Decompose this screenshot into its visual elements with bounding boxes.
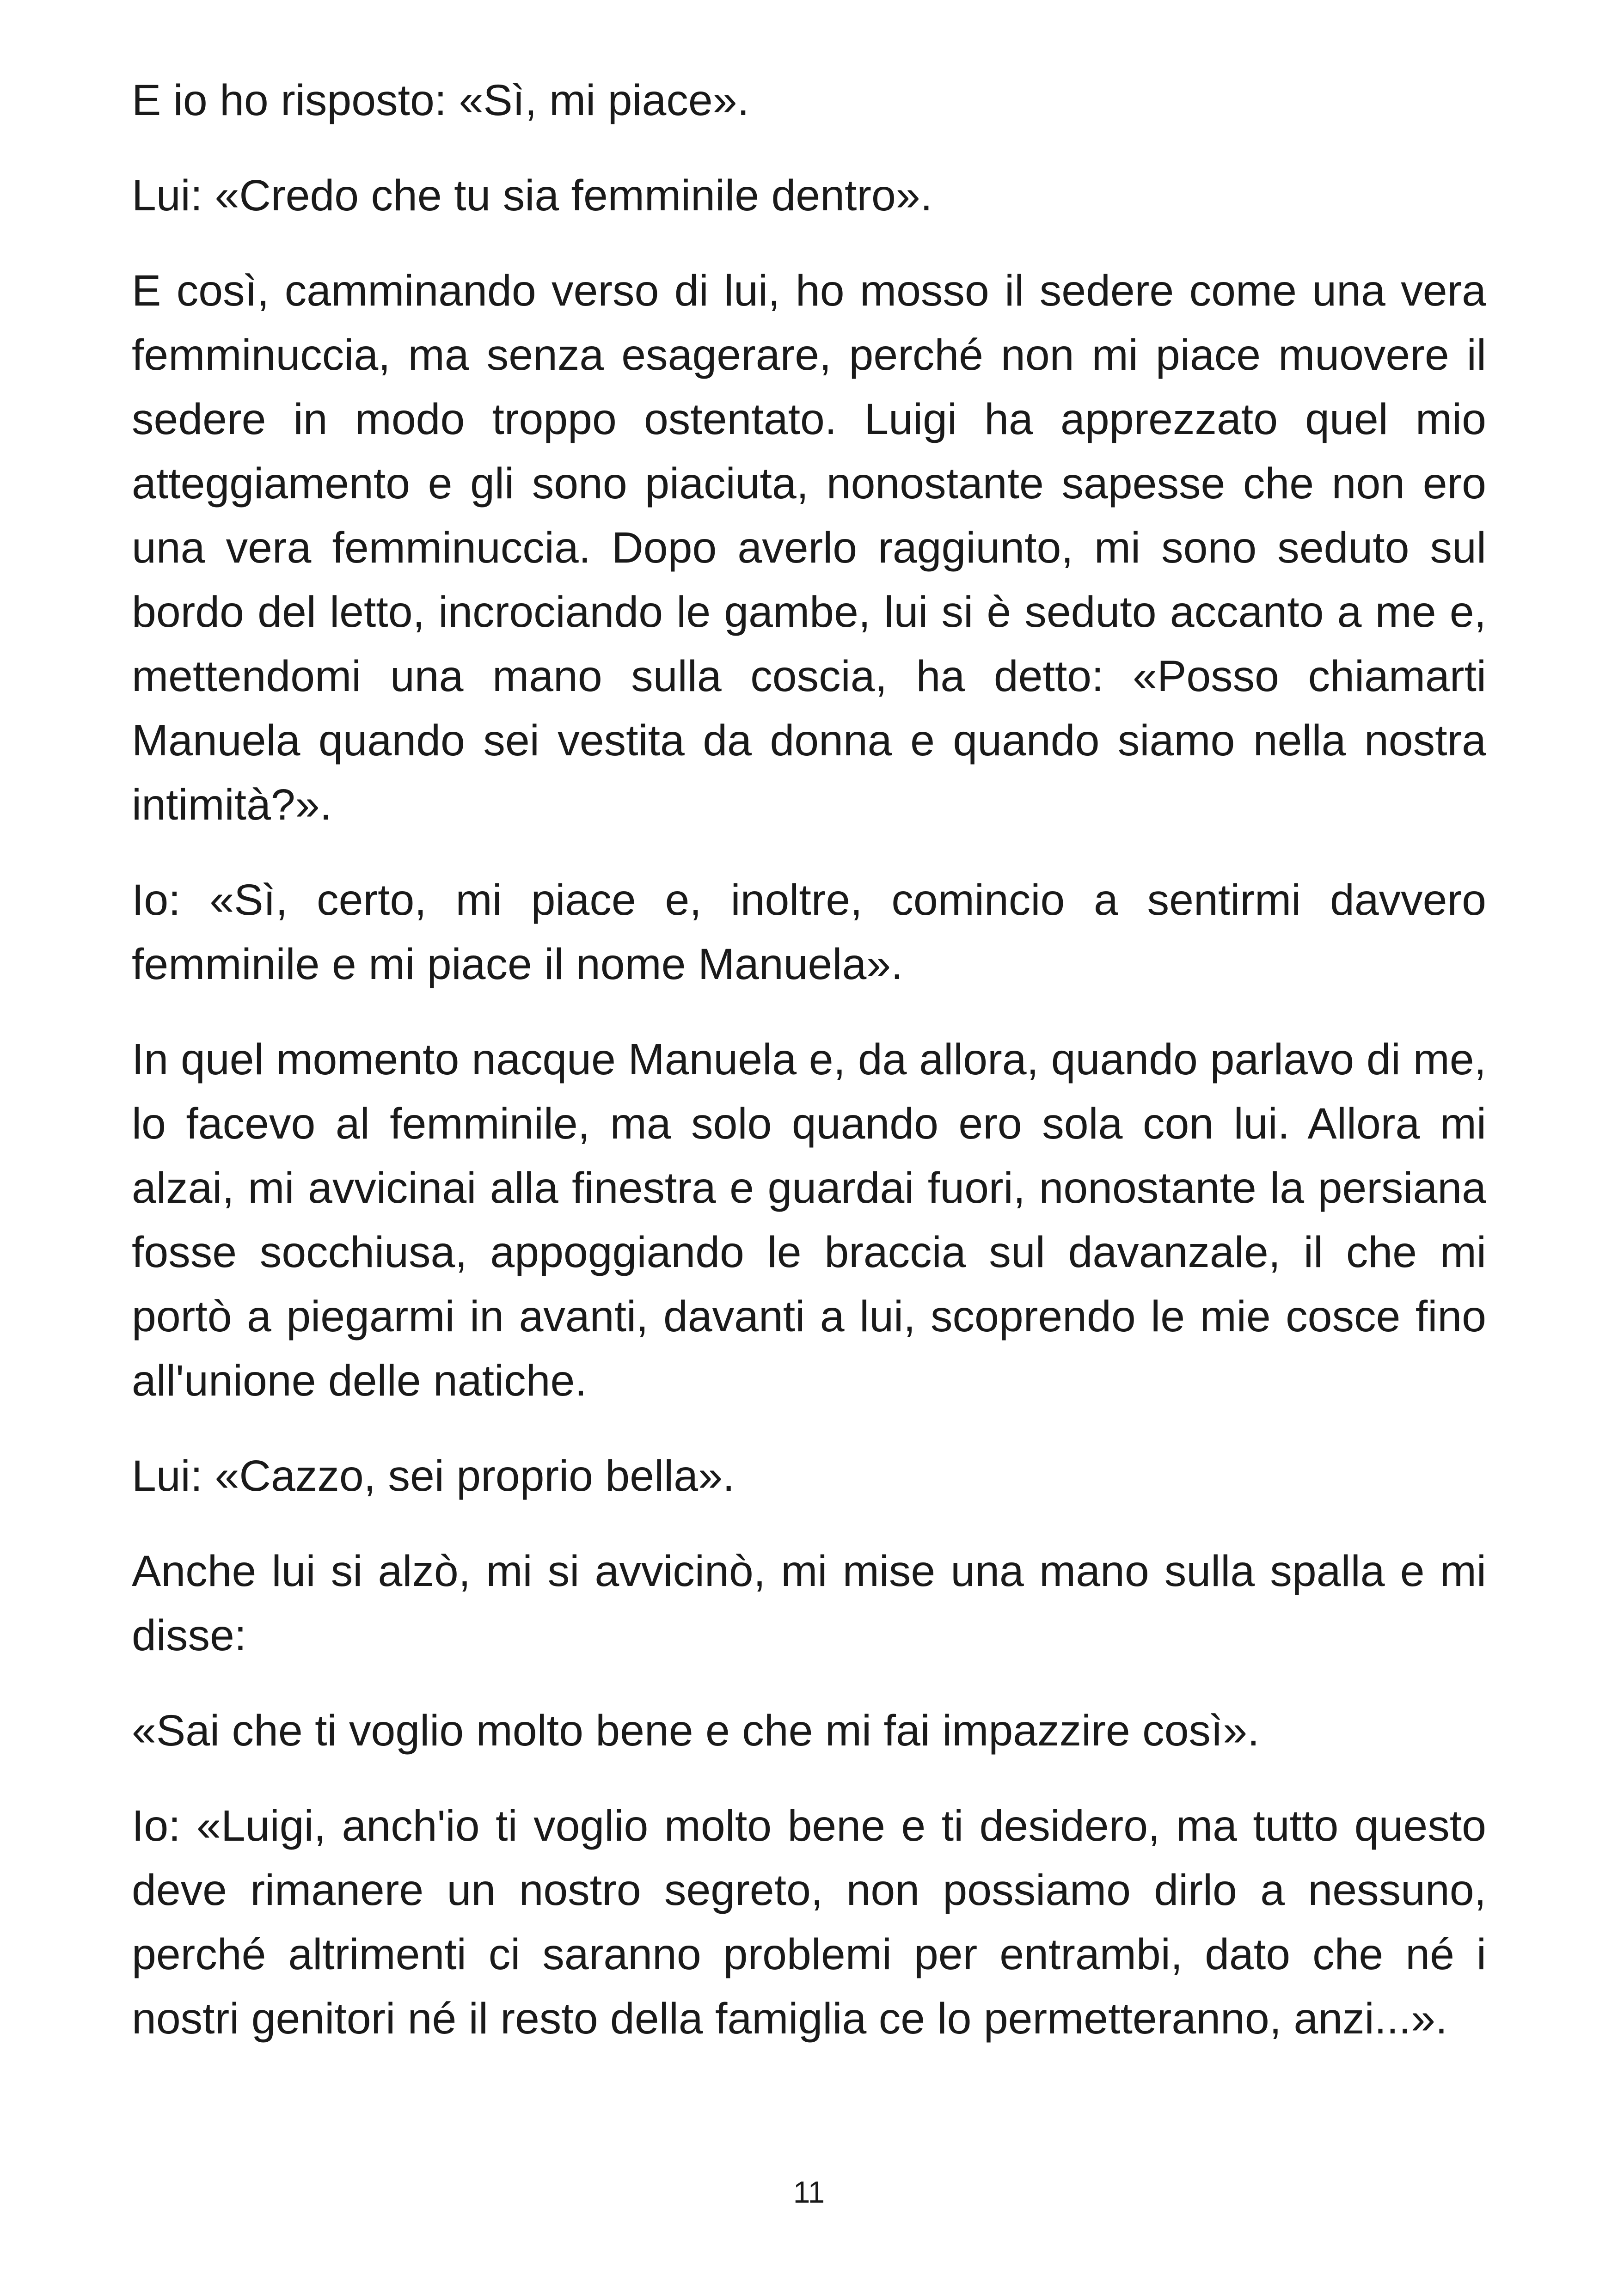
paragraph-3: E così, camminando verso di lui, ho mosso il sedere come una vera femminuccia, ma senza esagerare, perché non mi piace muovere il sedere in modo troppo ostentato. Luigi ha apprezzato quel mio atteggiamento e gli sono piaciuta, nonostante sapesse che non ero una vera femminuccia. Dopo averlo raggiunto, mi sono seduto sul bordo del letto, incrociando le gambe, lui si è seduto accanto a me e, mettendomi una mano sulla coscia, ha detto: «Posso chiamarti Manuela quando sei vestita da donna e quando siamo nella nostra intimità?».: [132, 266, 1486, 829]
body-text: [132, 68, 1486, 2082]
paragraph-6: Lui: «Cazzo, sei proprio bella».: [132, 1451, 735, 1500]
paragraph-7: Anche lui si alzò, mi si avvicinò, mi mise una mano sulla spalla e mi disse:: [132, 1547, 1486, 1660]
paragraph-4: Io: «Sì, certo, mi piace e, inoltre, comincio a sentirmi davvero femminile e mi piace il nome Manuela».: [132, 876, 1486, 989]
page-number: 11: [793, 2175, 825, 2209]
paragraph-1: E io ho risposto: «Sì, mi piace».: [132, 76, 749, 125]
paragraph-9: Io: «Luigi, anch'io ti voglio molto bene e ti desidero, ma tutto questo deve rimanere un nostro segreto, non possiamo dirlo a nessuno, perché altrimenti ci saranno problemi per entrambi, dato che né i nostri genitori né il resto della famiglia ce lo permetteranno, anzi...».: [132, 1801, 1486, 2043]
paragraph-5: In quel momento nacque Manuela e, da allora, quando parlavo di me, lo facevo al femminile, ma solo quando ero sola con lui. Allora mi alzai, mi avvicinai alla finestra e guardai fuori, nonostante la persiana fosse socchiusa, appoggiando le braccia sul davanzale, il che mi portò a piegarmi in avanti, davanti a lui, scoprendo le mie cosce fino all'unione delle natiche.: [132, 1035, 1486, 1405]
paragraph-2: Lui: «Credo che tu sia femminile dentro».: [132, 171, 933, 220]
paragraph-8: «Sai che ti voglio molto bene e che mi fai impazzire così».: [132, 1706, 1260, 1755]
